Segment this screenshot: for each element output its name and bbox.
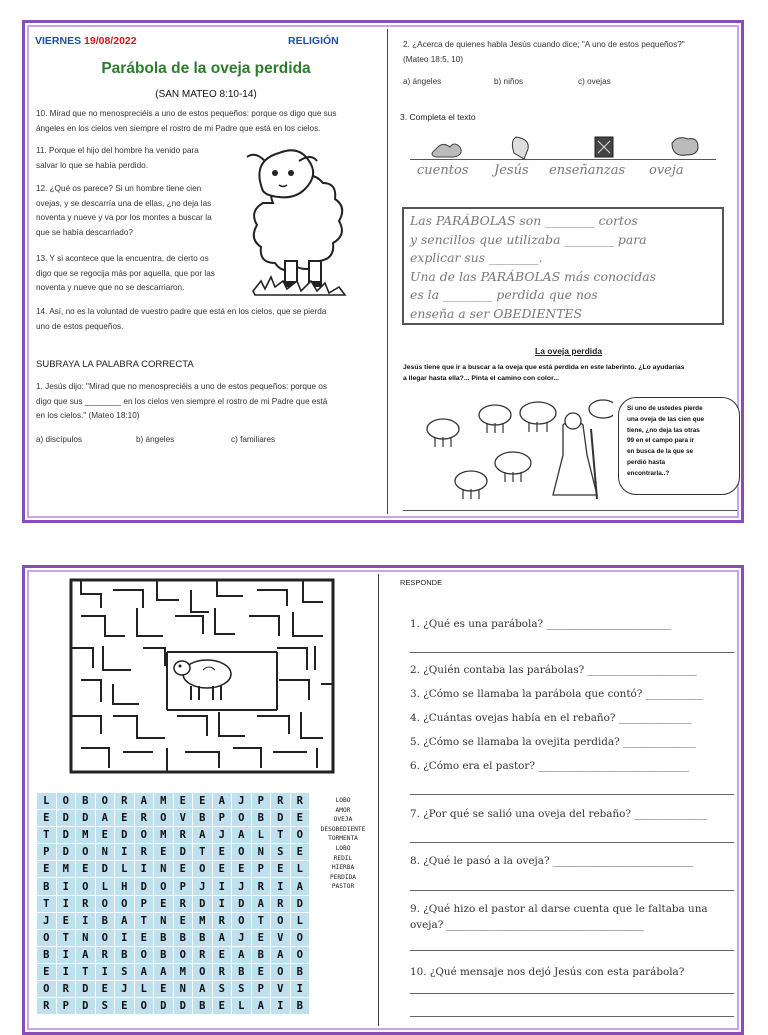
word-jesus: Jesús: [494, 163, 529, 178]
grid-cell[interactable]: N: [174, 981, 193, 997]
grid-cell[interactable]: E: [37, 810, 56, 826]
question-4[interactable]: 4. ¿Cuántas ovejas había en el rebaño? ______________: [410, 712, 692, 724]
grid-cell[interactable]: D: [57, 810, 76, 826]
grid-cell[interactable]: D: [57, 844, 76, 860]
grid-row: [37, 964, 309, 980]
completion-box: [402, 207, 724, 325]
grid-cell[interactable]: E: [252, 930, 271, 946]
grid-cell[interactable]: R: [174, 827, 193, 843]
grid-cell[interactable]: T: [193, 844, 212, 860]
word-cuentos: cuentos: [417, 163, 469, 178]
page-title: Parábola de la oveja perdida: [101, 60, 311, 77]
date-label: 19/08/2022: [84, 35, 137, 47]
grid-cell[interactable]: L: [135, 981, 154, 997]
grid-cell[interactable]: T: [37, 827, 56, 843]
grid-cell[interactable]: B: [37, 947, 56, 963]
question-3: 3. Completa el texto: [400, 112, 476, 122]
grid-cell[interactable]: M: [154, 827, 173, 843]
grid-cell[interactable]: O: [96, 896, 115, 912]
grid-cell[interactable]: E: [213, 998, 232, 1014]
bubble-line: 99 en el campo para ir: [627, 437, 695, 445]
option-b[interactable]: b) ángeles: [136, 435, 175, 444]
grid-cell[interactable]: O: [193, 964, 212, 980]
grid-cell[interactable]: R: [174, 896, 193, 912]
verse-10: [36, 107, 336, 136]
grid-cell[interactable]: A: [271, 947, 290, 963]
question-2[interactable]: 2. ¿Quién contaba las parábolas? _____________________: [410, 664, 697, 676]
grid-cell[interactable]: J: [37, 913, 56, 929]
grid-cell[interactable]: J: [232, 930, 251, 946]
answer-line[interactable]: [410, 890, 734, 891]
bubble-line: encontrarla..?: [627, 469, 670, 477]
grid-cell[interactable]: T: [252, 913, 271, 929]
grid-cell[interactable]: B: [291, 964, 310, 980]
bottom-rule: [403, 510, 737, 511]
responde-heading: RESPONDE: [400, 578, 443, 587]
grid-cell[interactable]: E: [115, 810, 134, 826]
scripture-reference: (SAN MATEO 8:10-14): [155, 89, 257, 100]
grid-cell[interactable]: R: [213, 964, 232, 980]
question-6[interactable]: 6. ¿Cómo era el pastor? _____________________________: [410, 760, 689, 772]
grid-cell[interactable]: A: [96, 810, 115, 826]
bubble-line: tiene, ¿no deja las otras: [627, 426, 700, 434]
grid-cell[interactable]: E: [213, 861, 232, 877]
grid-cell[interactable]: J: [193, 878, 212, 894]
grid-cell[interactable]: R: [213, 913, 232, 929]
option-b[interactable]: b) niños: [494, 77, 524, 86]
grid-cell[interactable]: E: [213, 947, 232, 963]
word-list: [307, 796, 379, 892]
grid-cell[interactable]: B: [291, 998, 310, 1014]
grid-cell[interactable]: I: [76, 913, 95, 929]
word-oveja: oveja: [649, 163, 684, 178]
verse-line: noventa y nueve que no se descarriaron.: [36, 283, 185, 292]
grid-cell[interactable]: A: [193, 827, 212, 843]
grid-row: [37, 913, 309, 929]
word-list-item: LOBO: [335, 844, 351, 852]
grid-cell[interactable]: A: [154, 964, 173, 980]
answer-line[interactable]: [410, 993, 734, 994]
grid-cell[interactable]: L: [252, 827, 271, 843]
grid-cell[interactable]: E: [232, 861, 251, 877]
grid-cell[interactable]: E: [271, 861, 290, 877]
word-list-item: REDIL: [333, 854, 353, 862]
grid-cell[interactable]: J: [232, 793, 251, 809]
word-list-item: PERDIDA: [329, 873, 357, 881]
word-list-item: PASTOR: [331, 883, 355, 891]
question-line: 2. ¿Acerca de quienes habla Jesús cuando dice; "A uno de estos pequeños?": [403, 40, 685, 49]
grid-cell[interactable]: S: [115, 964, 134, 980]
grid-cell[interactable]: B: [154, 947, 173, 963]
grid-cell[interactable]: L: [96, 878, 115, 894]
grid-cell[interactable]: A: [76, 947, 95, 963]
verse-line: salvar lo que se había perdido.: [36, 160, 148, 170]
word-ensenanzas: enseñanzas: [549, 163, 626, 178]
grid-cell[interactable]: B: [37, 878, 56, 894]
grid-row: [37, 998, 309, 1014]
grid-cell[interactable]: O: [174, 947, 193, 963]
grid-row: [37, 981, 309, 997]
question-9-cont[interactable]: oveja? ______________________________________: [410, 919, 644, 931]
grid-cell[interactable]: V: [174, 810, 193, 826]
grid-cell[interactable]: E: [135, 930, 154, 946]
grid-cell[interactable]: S: [232, 981, 251, 997]
answer-line[interactable]: [410, 652, 734, 653]
grid-row: [37, 827, 309, 843]
word-search-grid[interactable]: [36, 792, 310, 1015]
grid-cell[interactable]: O: [232, 913, 251, 929]
grid-cell[interactable]: E: [96, 981, 115, 997]
question-line: digo que sus ________ en los cielos ven siempre el rostro de mi Padre que está: [36, 396, 328, 406]
grid-cell[interactable]: E: [37, 964, 56, 980]
grid-cell[interactable]: S: [271, 844, 290, 860]
grid-cell[interactable]: R: [291, 793, 310, 809]
grid-cell[interactable]: R: [271, 896, 290, 912]
column-divider: [387, 29, 388, 514]
grid-cell[interactable]: R: [135, 844, 154, 860]
verse-11: [36, 144, 199, 173]
grid-cell[interactable]: T: [57, 930, 76, 946]
grid-cell[interactable]: E: [291, 844, 310, 860]
subject-label: RELIGIÓN: [288, 35, 339, 47]
grid-cell[interactable]: D: [193, 896, 212, 912]
grid-cell[interactable]: J: [232, 878, 251, 894]
grid-cell[interactable]: B: [154, 930, 173, 946]
grid-cell[interactable]: N: [154, 861, 173, 877]
grid-cell[interactable]: L: [291, 861, 310, 877]
grid-cell[interactable]: A: [193, 981, 212, 997]
grid-cell[interactable]: L: [115, 861, 134, 877]
grid-cell[interactable]: P: [252, 861, 271, 877]
grid-cell[interactable]: O: [135, 947, 154, 963]
grid-cell[interactable]: B: [193, 930, 212, 946]
question-9[interactable]: 9. ¿Qué hizo el pastor al darse cuenta que le faltaba una: [410, 903, 708, 915]
grid-cell[interactable]: B: [252, 810, 271, 826]
grid-cell[interactable]: O: [232, 844, 251, 860]
grid-cell[interactable]: B: [193, 998, 212, 1014]
grid-cell[interactable]: I: [115, 844, 134, 860]
grid-cell[interactable]: I: [57, 878, 76, 894]
question-2: [403, 38, 685, 67]
verse-line: uno de estos pequeños.: [36, 321, 124, 331]
speech-bubble: [618, 397, 740, 495]
grid-cell[interactable]: E: [154, 981, 173, 997]
grid-cell[interactable]: E: [174, 913, 193, 929]
grid-cell[interactable]: R: [271, 793, 290, 809]
answer-line[interactable]: [410, 794, 734, 795]
question-7[interactable]: 7. ¿Por qué se salió una oveja del rebaño? ______________: [410, 808, 708, 820]
grid-cell[interactable]: I: [135, 861, 154, 877]
answer-line[interactable]: [410, 950, 734, 951]
word-list-item: LOBO: [335, 797, 351, 804]
grid-cell[interactable]: D: [174, 998, 193, 1014]
grid-cell[interactable]: I: [57, 947, 76, 963]
grid-cell[interactable]: E: [174, 793, 193, 809]
grid-cell[interactable]: D: [291, 896, 310, 912]
completion-line: Las PARÁBOLAS son ________ cortos: [410, 213, 638, 228]
grid-cell[interactable]: T: [135, 913, 154, 929]
grid-cell[interactable]: P: [174, 878, 193, 894]
grid-cell[interactable]: S: [96, 998, 115, 1014]
grid-cell[interactable]: B: [193, 810, 212, 826]
question-1: [36, 380, 327, 424]
completion-line: Una de las PARÁBOLAS más conocidas: [410, 268, 656, 284]
grid-cell[interactable]: A: [232, 827, 251, 843]
answer-line[interactable]: [410, 1016, 734, 1017]
verse-line: 12. ¿Qué os parece? Si un hombre tiene cien: [36, 184, 202, 193]
grid-cell[interactable]: A: [115, 913, 134, 929]
grid-cell[interactable]: T: [76, 964, 95, 980]
grid-cell[interactable]: D: [76, 998, 95, 1014]
completion-line: explicar sus ________.: [410, 250, 543, 265]
grid-cell[interactable]: O: [76, 844, 95, 860]
grid-cell[interactable]: D: [76, 810, 95, 826]
option-a[interactable]: a) ángeles: [403, 77, 442, 86]
grid-cell[interactable]: M: [174, 964, 193, 980]
word-list-item: AMOR: [335, 806, 351, 814]
grid-cell[interactable]: M: [57, 861, 76, 877]
grid-cell[interactable]: P: [57, 998, 76, 1014]
grid-cell[interactable]: R: [37, 998, 56, 1014]
grid-cell[interactable]: E: [76, 861, 95, 877]
grid-cell[interactable]: I: [57, 964, 76, 980]
grid-cell[interactable]: B: [76, 793, 95, 809]
verse-line: digo que se regocija más por aquella, que por las: [36, 268, 215, 278]
grid-cell[interactable]: I: [271, 998, 290, 1014]
question-3[interactable]: 3. ¿Cómo se llamaba la parábola que contó? ___________: [410, 688, 703, 700]
grid-cell[interactable]: P: [135, 896, 154, 912]
grid-cell[interactable]: I: [213, 896, 232, 912]
grid-cell[interactable]: A: [232, 947, 251, 963]
grid-cell[interactable]: E: [115, 998, 134, 1014]
grid-cell[interactable]: B: [232, 964, 251, 980]
completion-text: [404, 209, 722, 326]
question-5[interactable]: 5. ¿Cómo se llamaba la ovejita perdida? ______________: [410, 736, 696, 748]
grid-cell[interactable]: A: [135, 964, 154, 980]
grid-row: [37, 878, 309, 894]
grid-cell[interactable]: O: [291, 930, 310, 946]
completion-line: es la ________ perdida que nos: [410, 287, 598, 302]
completion-line: enseña a ser OBEDIENTES: [410, 305, 583, 321]
grid-cell[interactable]: P: [37, 844, 56, 860]
question-line: 1. Jesús dijo: "Mirad que no menospreciéis a uno de estos pequeños: porque os: [36, 382, 328, 391]
instruction-line: Jesús tiene que ir a buscar a la oveja que está perdida en este laberinto. ¿Lo ayudarías: [403, 364, 685, 371]
grid-cell[interactable]: V: [271, 930, 290, 946]
grid-cell[interactable]: D: [271, 810, 290, 826]
option-a[interactable]: a) discípulos: [36, 435, 82, 444]
grid-cell[interactable]: O: [135, 827, 154, 843]
lamb-illustration-icon: [243, 141, 361, 311]
date-line: [35, 35, 137, 47]
bubble-line: perdió hasta: [627, 458, 665, 466]
grid-cell[interactable]: R: [57, 981, 76, 997]
grid-cell[interactable]: D: [174, 844, 193, 860]
grid-cell[interactable]: O: [96, 793, 115, 809]
maze-instructions: [403, 362, 684, 384]
worksheet-page-1: [22, 20, 744, 523]
grid-cell[interactable]: E: [154, 844, 173, 860]
answer-line[interactable]: [410, 842, 734, 843]
word-list-item: DESOBEDIENTE: [320, 825, 366, 833]
grid-cell[interactable]: D: [232, 896, 251, 912]
verse-line: ángeles en los cielos ven siempre el rostro de mi Padre que está en los cielos.: [36, 123, 321, 133]
grid-cell[interactable]: M: [76, 827, 95, 843]
grid-cell[interactable]: P: [213, 810, 232, 826]
grid-cell[interactable]: O: [154, 810, 173, 826]
verse-13: [36, 252, 215, 296]
grid-cell[interactable]: R: [96, 947, 115, 963]
grid-cell[interactable]: N: [76, 930, 95, 946]
question-1[interactable]: 1. ¿Qué es una parábola? ________________________: [410, 618, 672, 630]
grid-row: [37, 861, 309, 877]
grid-cell[interactable]: I: [213, 878, 232, 894]
grid-cell[interactable]: S: [213, 981, 232, 997]
bubble-line: en busca de la que se: [627, 448, 694, 456]
grid-cell[interactable]: H: [115, 878, 134, 894]
grid-cell[interactable]: D: [57, 827, 76, 843]
word-list-item: HIERBA: [331, 864, 355, 872]
grid-cell[interactable]: O: [154, 878, 173, 894]
grid-cell[interactable]: A: [252, 998, 271, 1014]
grid-cell[interactable]: E: [193, 793, 212, 809]
grid-cell[interactable]: B: [115, 947, 134, 963]
grid-cell[interactable]: L: [37, 793, 56, 809]
completion-line: y sencillos que utilizaba ________ para: [410, 231, 647, 247]
grid-cell[interactable]: A: [213, 793, 232, 809]
worksheet-page-2: [22, 565, 744, 1035]
grid-cell[interactable]: I: [115, 930, 134, 946]
verse-line: 10. Mirad que no menospreciéis a uno de estos pequeños: porque os digo que sus: [36, 109, 337, 118]
grid-cell[interactable]: T: [37, 896, 56, 912]
grid-cell[interactable]: J: [213, 827, 232, 843]
section-heading: SUBRAYA LA PALABRA CORRECTA: [36, 359, 194, 370]
grid-cell[interactable]: A: [291, 878, 310, 894]
grid-cell[interactable]: O: [271, 913, 290, 929]
grid-cell[interactable]: E: [96, 827, 115, 843]
grid-cell[interactable]: O: [135, 998, 154, 1014]
grid-cell[interactable]: O: [291, 947, 310, 963]
grid-row: [37, 930, 309, 946]
grid-cell[interactable]: N: [154, 913, 173, 929]
shepherd-scene-icon: [413, 385, 613, 503]
grid-cell[interactable]: N: [252, 844, 271, 860]
verse-line: ovejas, y se descarría una de ellas, ¿no deja las: [36, 198, 212, 208]
grid-cell[interactable]: D: [154, 998, 173, 1014]
grid-cell[interactable]: O: [193, 861, 212, 877]
grid-cell[interactable]: R: [76, 896, 95, 912]
grid-cell[interactable]: A: [135, 793, 154, 809]
grid-cell[interactable]: N: [96, 844, 115, 860]
grid-cell[interactable]: E: [57, 913, 76, 929]
grid-row: [37, 810, 309, 826]
grid-cell[interactable]: L: [232, 998, 251, 1014]
question-line: en los cielos." (Mateo 18:10): [36, 411, 140, 420]
question-10[interactable]: 10. ¿Qué mensaje nos dejó Jesús con esta parábola?: [410, 966, 685, 978]
grid-cell[interactable]: O: [37, 930, 56, 946]
grid-cell[interactable]: A: [213, 930, 232, 946]
grid-cell[interactable]: B: [252, 947, 271, 963]
question-8[interactable]: 8. ¿Qué le pasó a la oveja? ___________________________: [410, 855, 694, 867]
bubble-line: Si uno de ustedes pierde: [627, 405, 703, 412]
grid-row: [37, 896, 309, 912]
grid-cell[interactable]: L: [291, 913, 310, 929]
grid-cell[interactable]: O: [232, 810, 251, 826]
grid-cell[interactable]: O: [76, 878, 95, 894]
grid-cell[interactable]: I: [57, 896, 76, 912]
grid-cell[interactable]: I: [96, 964, 115, 980]
grid-cell[interactable]: J: [115, 981, 134, 997]
grid-cell[interactable]: R: [135, 810, 154, 826]
grid-cell[interactable]: R: [252, 878, 271, 894]
word-list-item: TORMENTA: [328, 835, 358, 843]
verse-12: [36, 182, 212, 240]
grid-cell[interactable]: O: [37, 981, 56, 997]
grid-cell[interactable]: V: [271, 981, 290, 997]
grid-cell[interactable]: B: [96, 913, 115, 929]
grid-cell[interactable]: O: [291, 827, 310, 843]
grid-cell[interactable]: P: [252, 981, 271, 997]
grid-cell[interactable]: O: [96, 930, 115, 946]
grid-cell[interactable]: R: [193, 947, 212, 963]
grid-cell[interactable]: D: [76, 981, 95, 997]
grid-cell[interactable]: I: [291, 981, 310, 997]
word-list-item: OVEJA: [333, 816, 353, 824]
grid-cell[interactable]: O: [271, 964, 290, 980]
verse-line: noventa y nueve y va por los montes a buscar la: [36, 213, 212, 222]
grid-cell[interactable]: R: [115, 793, 134, 809]
bubble-line: una oveja de las cien que: [627, 415, 705, 423]
verse-line: 13. Y si acontece que la encuentra, de cierto os: [36, 254, 209, 263]
grid-cell[interactable]: O: [115, 896, 134, 912]
day-label: VIERNES: [35, 35, 82, 47]
verse-line: que se había descarriado?: [36, 227, 133, 237]
grid-cell[interactable]: O: [57, 793, 76, 809]
word-divider: [410, 159, 716, 160]
grid-row: [37, 947, 309, 963]
bubble-text: [619, 398, 739, 486]
verse-line: 14. Así, no es la voluntad de vuestro padre que está en los cielos, que se pierda: [36, 307, 327, 316]
grid-cell[interactable]: E: [252, 964, 271, 980]
grid-cell[interactable]: E: [291, 810, 310, 826]
grid-cell[interactable]: D: [115, 827, 134, 843]
grid-row: [37, 793, 309, 809]
grid-cell[interactable]: E: [213, 844, 232, 860]
grid-cell[interactable]: A: [252, 896, 271, 912]
verse-line: 11. Porque el hijo del hombre ha venido para: [36, 146, 199, 155]
option-c[interactable]: c) familiares: [231, 435, 276, 444]
question-line: (Mateo 18:5, 10): [403, 54, 464, 64]
option-c[interactable]: c) ovejas: [578, 77, 611, 86]
instruction-line: a llegar hasta ella?... Pinta el camino con color...: [403, 375, 560, 382]
grid-cell[interactable]: D: [96, 861, 115, 877]
grid-cell[interactable]: P: [252, 793, 271, 809]
grid-cell[interactable]: M: [193, 913, 212, 929]
grid-cell[interactable]: E: [37, 861, 56, 877]
grid-cell[interactable]: I: [271, 878, 290, 894]
grid-cell[interactable]: E: [154, 896, 173, 912]
grid-row: [37, 844, 309, 860]
grid-cell[interactable]: E: [174, 861, 193, 877]
grid-cell[interactable]: B: [174, 930, 193, 946]
grid-cell[interactable]: M: [154, 793, 173, 809]
grid-cell[interactable]: T: [271, 827, 290, 843]
maze-icon[interactable]: [67, 576, 337, 776]
maze-title: La oveja perdida: [535, 346, 603, 356]
grid-cell[interactable]: D: [135, 878, 154, 894]
